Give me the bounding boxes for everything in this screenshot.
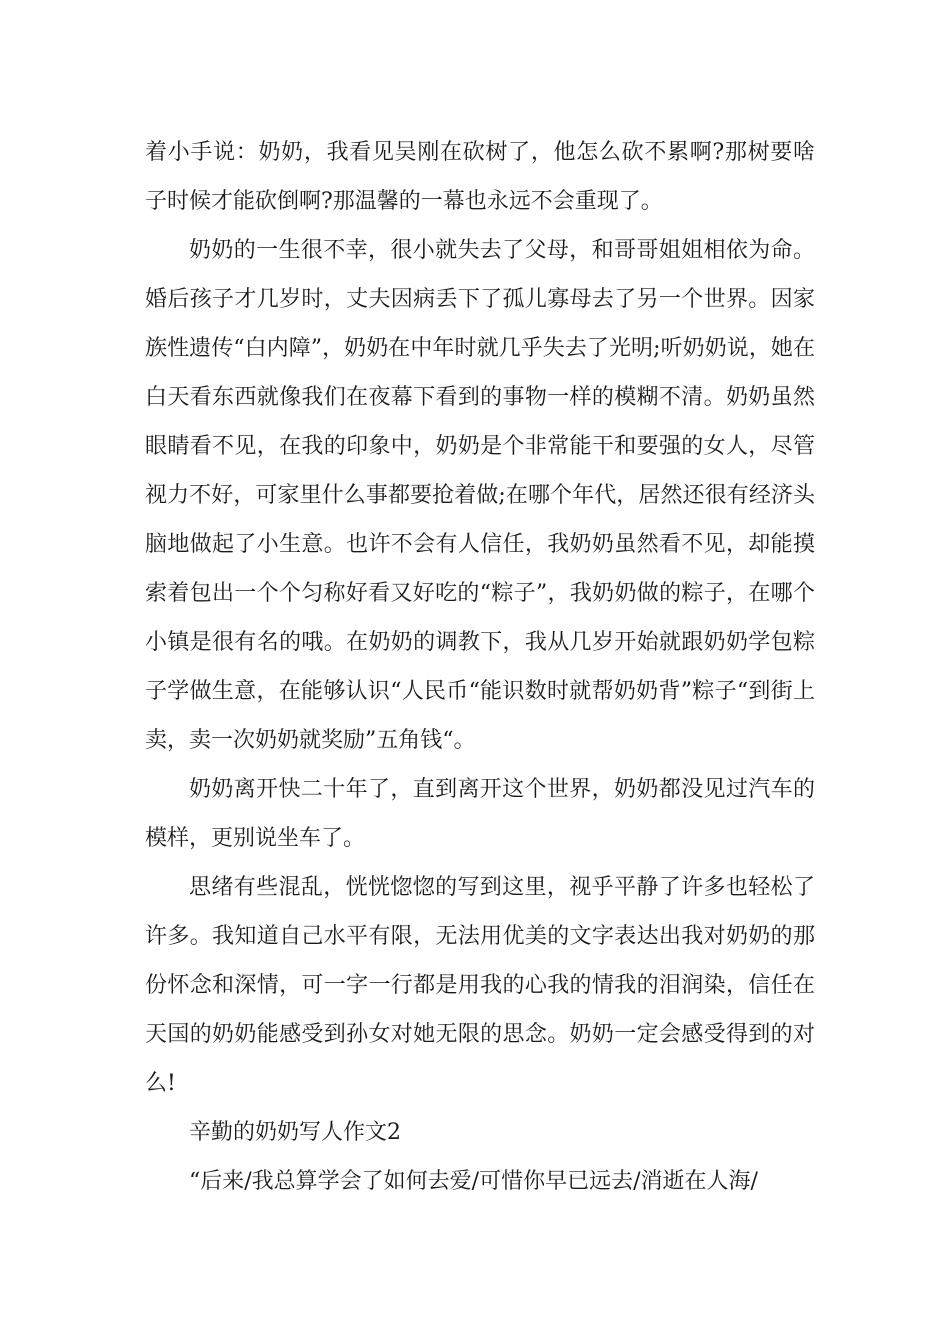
essay-heading: 辛勤的奶奶写人作文2 xyxy=(189,1120,401,1145)
paragraph-grandma-passed: 奶奶离开快二十年了，直到离开这个世界，奶奶都没见过汽车的模样，更别说坐车了。 xyxy=(145,777,815,851)
document-body xyxy=(145,128,815,1206)
opening-quote-line: “后来/我总算学会了如何去爱/可惜你早已远去/消逝在人海/ xyxy=(189,1169,758,1194)
paragraph-reflection: 思绪有些混乱，恍恍惚惚的写到这里，视乎平静了许多也轻松了许多。我知道自己水平有限，无法用优美的文字表达出我对奶奶的那份怀念和深情，可一字一行都是用我的心我的情我的泪润染，信任在天国的奶奶能感受到孙女对她无限的思念。奶奶一定会感受得到的对么! xyxy=(145,875,815,1096)
paragraph-grandma-life: 奶奶的一生很不幸，很小就失去了父母，和哥哥姐姐相依为命。婚后孩子才几岁时，丈夫因病丢下了孤儿寡母去了另一个世界。因家族性遗传“白内障”，奶奶在中年时就几乎失去了光明;听奶奶说，她在白天看东西就像我们在夜幕下看到的事物一样的模糊不清。奶奶虽然眼睛看不见，在我的印象中，奶奶是个非常能干和要强的女人，尽管视力不好，可家里什么事都要抢着做;在哪个年代，居然还很有经济头脑地做起了小生意。也许不会有人信任，我奶奶虽然看不见，却能摸索着包出一个个匀称好看又好吃的“粽子”，我奶奶做的粽子，在哪个小镇是很有名的哦。在奶奶的调教下，我从几岁开始就跟奶奶学包粽子学做生意，在能够认识“人民币“能识数时就帮奶奶背”粽子“到街上卖，卖一次奶奶就奖励”五角钱“。 xyxy=(145,238,815,753)
paragraph-continuation: 着小手说：奶奶，我看见吴刚在砍树了，他怎么砍不累啊?那树要啥子时候才能砍倒啊?那温馨的一幕也永远不会重现了。 xyxy=(145,140,815,214)
